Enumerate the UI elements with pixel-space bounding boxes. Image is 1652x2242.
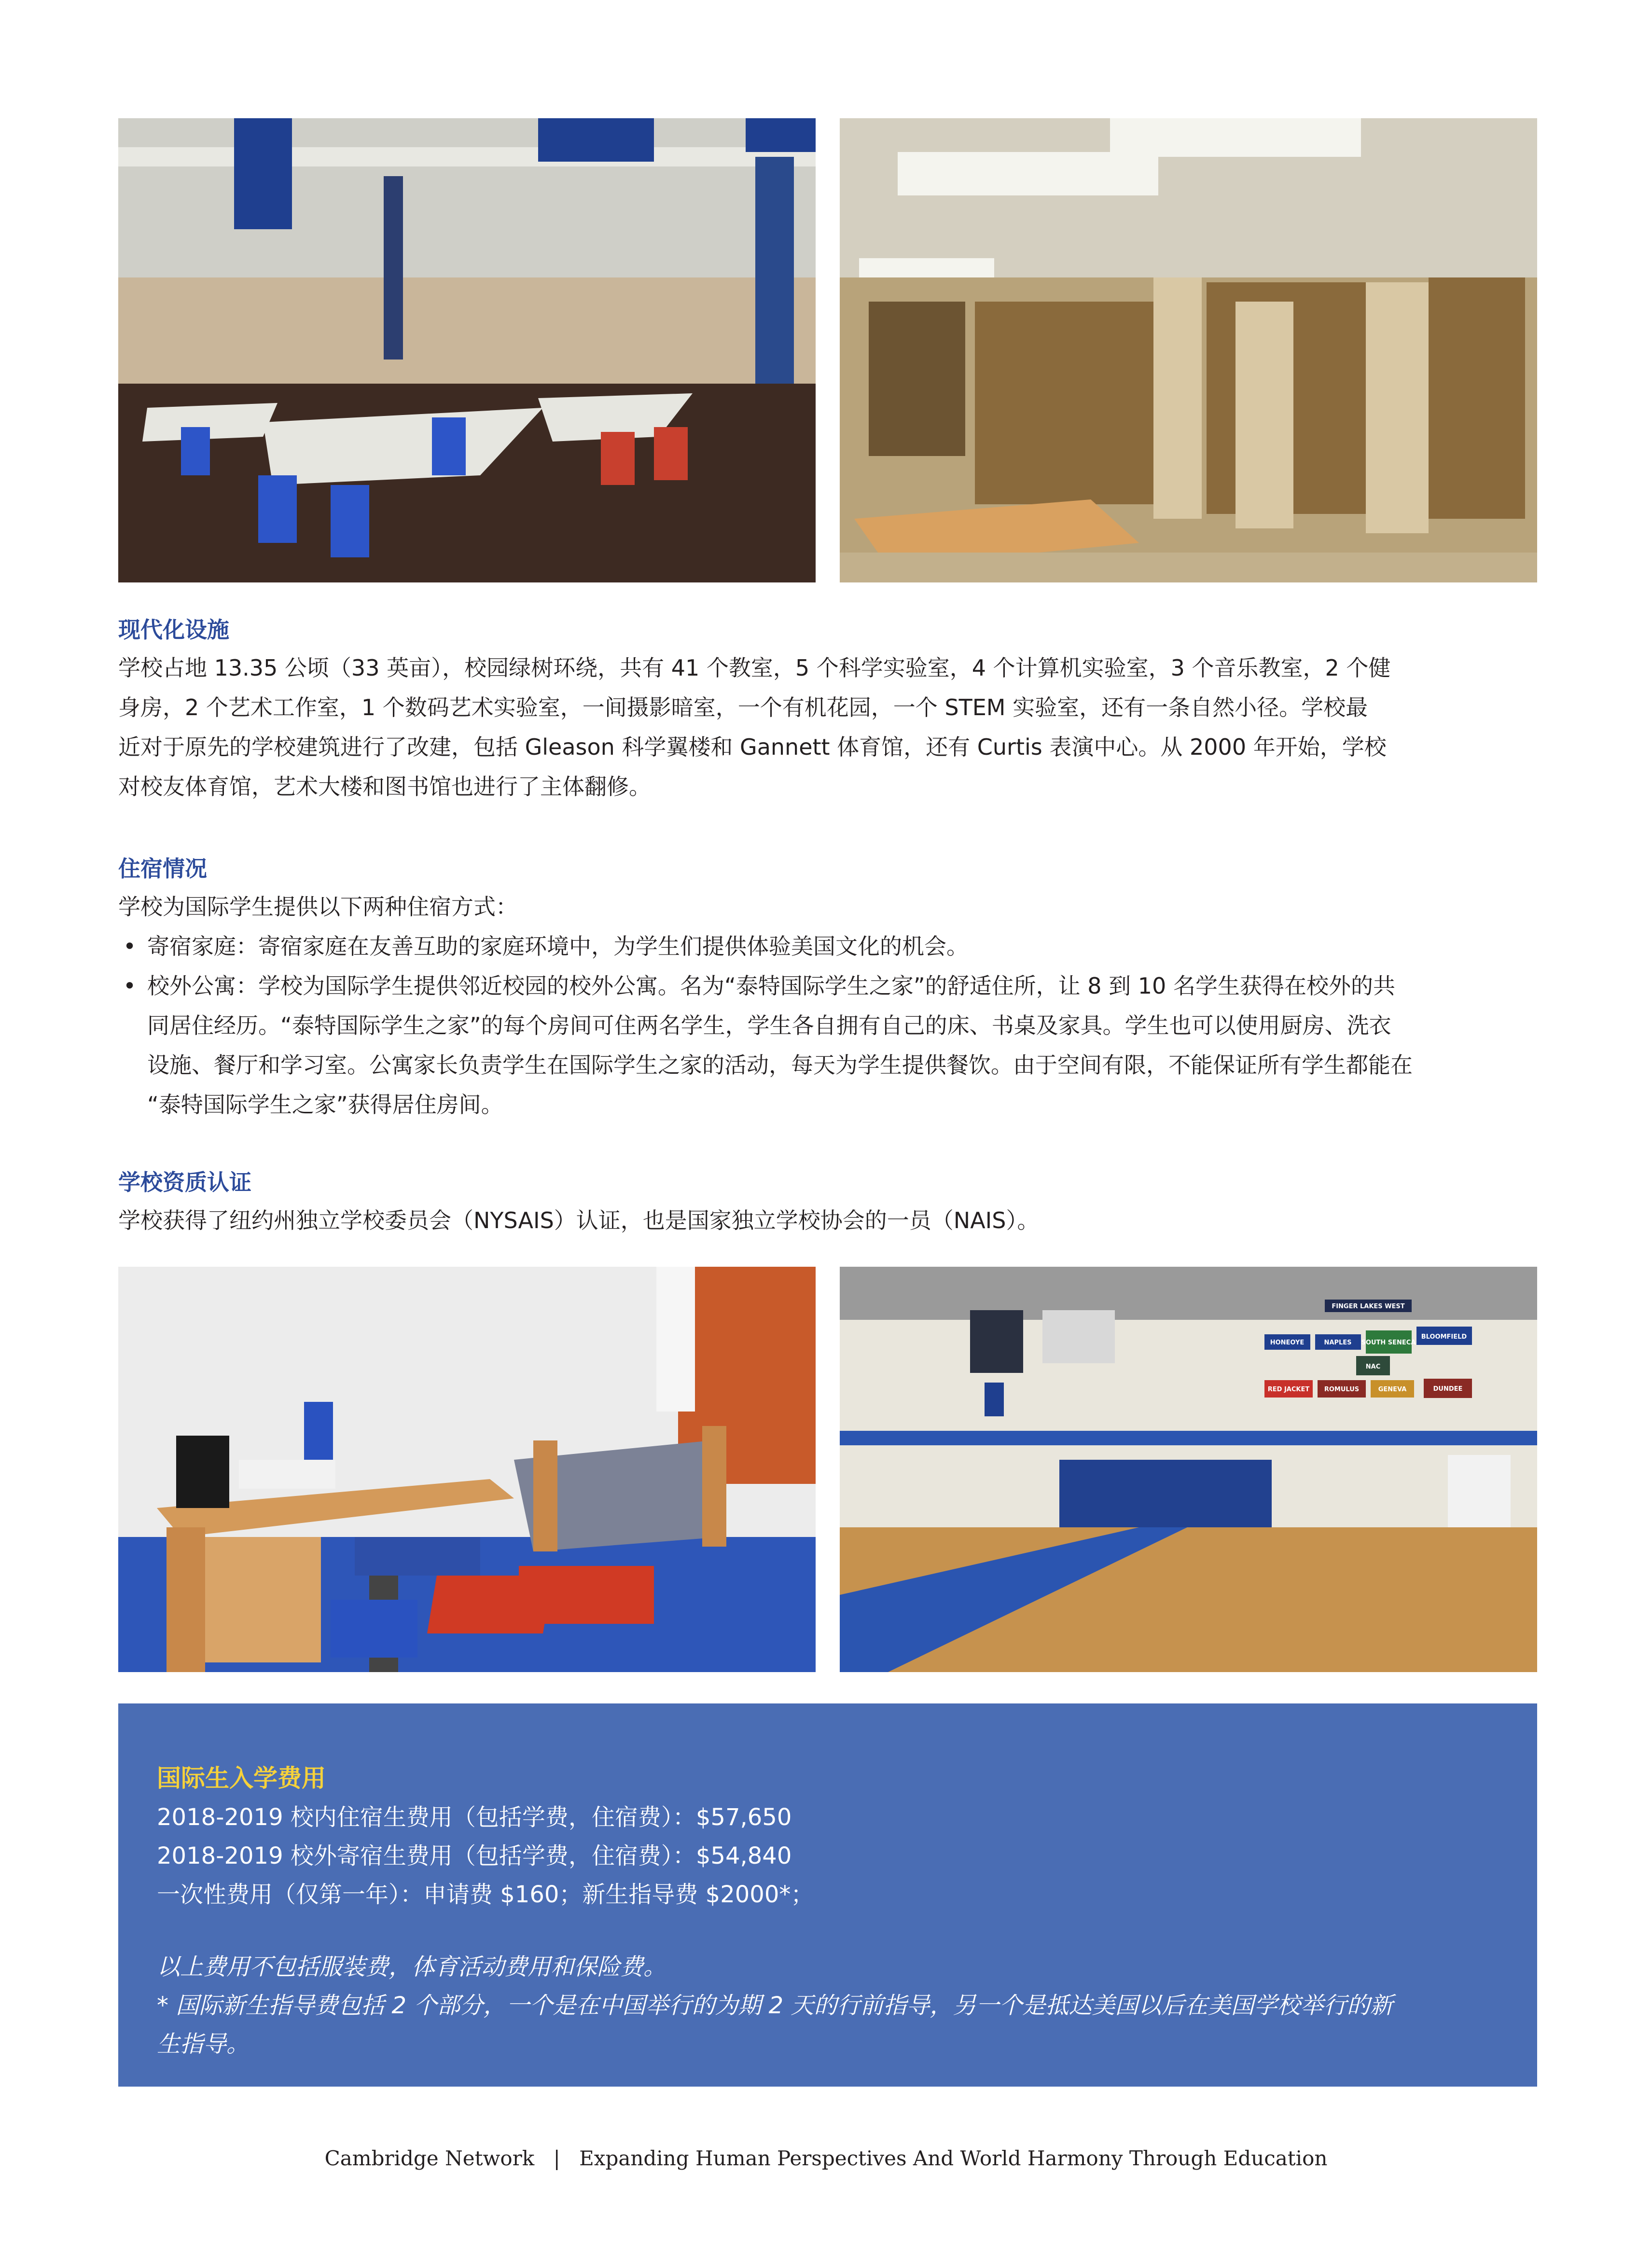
housing-option-line: 设施、餐厅和学习室。公寓家长负责学生在国际学生之家的活动，每天为学生提供餐饮。由于空间有限，不能保证所有学生都能在 (147, 1052, 1413, 1078)
dorm-room-photo (118, 1267, 816, 1672)
accreditation-text: 学校获得了纽约州独立学校委员会（NYSAIS）认证，也是国家独立学校协会的一员（NAIS）。 (118, 1207, 1040, 1233)
housing-option-homestay (118, 927, 1540, 966)
fee-line: 2018-2019 校外寄宿生费用（包括学费，住宿费）：$54,840 (157, 1842, 792, 1869)
facilities-line: 身房，2 个艺术工作室，1 个数码艺术实验室，一间摄影暗室，一个有机花园，一个 STEM 实验室，还有一条自然小径。学校最 (118, 694, 1368, 720)
gym-banner: HONEOYE (1270, 1339, 1305, 1346)
fee-note: * 国际新生指导费包括 2 个部分，一个是在中国举行的为期 2 天的行前指导，另一个是抵达美国以后在美国学校举行的新 (157, 1992, 1393, 2019)
accreditation-section (118, 1168, 1540, 1240)
gym-banner: RED JACKET (1267, 1386, 1310, 1393)
housing-heading: 住宿情况 (118, 856, 207, 882)
library-photo (840, 118, 1537, 582)
fee-note: 生指导。 (157, 2031, 250, 2058)
housing-option-apartment (118, 966, 1540, 1124)
gym-banner: SOUTH SENECA (1361, 1339, 1416, 1346)
fee-note: 以上费用不包括服装费，体育活动费用和保险费。 (157, 1953, 667, 1980)
dining-hall-photo (118, 118, 816, 582)
housing-section (118, 854, 1540, 1124)
fee-line: 2018-2019 校内住宿生费用（包括学费，住宿费）：$57,650 (157, 1804, 792, 1831)
housing-option-line: 寄宿家庭：寄宿家庭在友善互助的家庭环境中，为学生们提供体验美国文化的机会。 (147, 933, 969, 959)
footer-separator: | (553, 2146, 560, 2170)
footer-organization: Cambridge Network (324, 2146, 535, 2170)
facilities-line: 近对于原先的学校建筑进行了改建，包括 Gleason 科学翼楼和 Gannett 体育馆，还有 Curtis 表演中心。从 2000 年开始，学校 (118, 734, 1387, 760)
gym-banner: ROMULUS (1324, 1386, 1360, 1393)
footer-tagline: Expanding Human Perspectives And World Harmony Through Education (579, 2146, 1328, 2170)
gym-banner-center: NAC (1365, 1363, 1381, 1370)
facilities-heading: 现代化设施 (118, 617, 229, 643)
gym-banner: BLOOMFIELD (1421, 1333, 1467, 1341)
housing-intro: 学校为国际学生提供以下两种住宿方式： (118, 894, 518, 920)
gym-banner: NAPLES (1324, 1339, 1352, 1346)
housing-option-line: 同居住经历。“泰特国际学生之家”的每个房间可住两名学生，学生各自拥有自己的床、书桌及家具。学生也可以使用厨房、洗衣 (147, 1012, 1391, 1038)
gymnasium-photo (840, 1267, 1537, 1672)
gym-banner: DUNDEE (1433, 1385, 1463, 1393)
fees-box (118, 1703, 1537, 2087)
housing-options (118, 927, 1540, 1124)
page-footer (0, 2146, 1652, 2170)
housing-option-line: • 校外公寓：学校为国际学生提供邻近校园的校外公寓。名为“泰特国际学生之家”的舒适住所，让 8 到 10 名学生获得在校外的共 (147, 973, 1395, 999)
housing-option-line: “泰特国际学生之家”获得居住房间。 (147, 1092, 503, 1118)
fees-title: 国际生入学费用 (157, 1764, 326, 1792)
facilities-line: 对校友体育馆，艺术大楼和图书馆也进行了主体翻修。 (118, 774, 651, 800)
gym-banner: GENEVA (1378, 1386, 1407, 1393)
gym-banner-top: FINGER LAKES WEST (1332, 1303, 1405, 1310)
accreditation-heading: 学校资质认证 (118, 1169, 251, 1195)
facilities-line: 学校占地 13.35 公顷（33 英亩），校园绿树环绕，共有 41 个教室，5 个科学实验室，4 个计算机实验室，3 个音乐教室，2 个健 (118, 655, 1391, 681)
fee-line: 一次性费用（仅第一年）：申请费 $160；新生指导费 $2000*； (157, 1881, 814, 1908)
facilities-section (118, 615, 1540, 806)
